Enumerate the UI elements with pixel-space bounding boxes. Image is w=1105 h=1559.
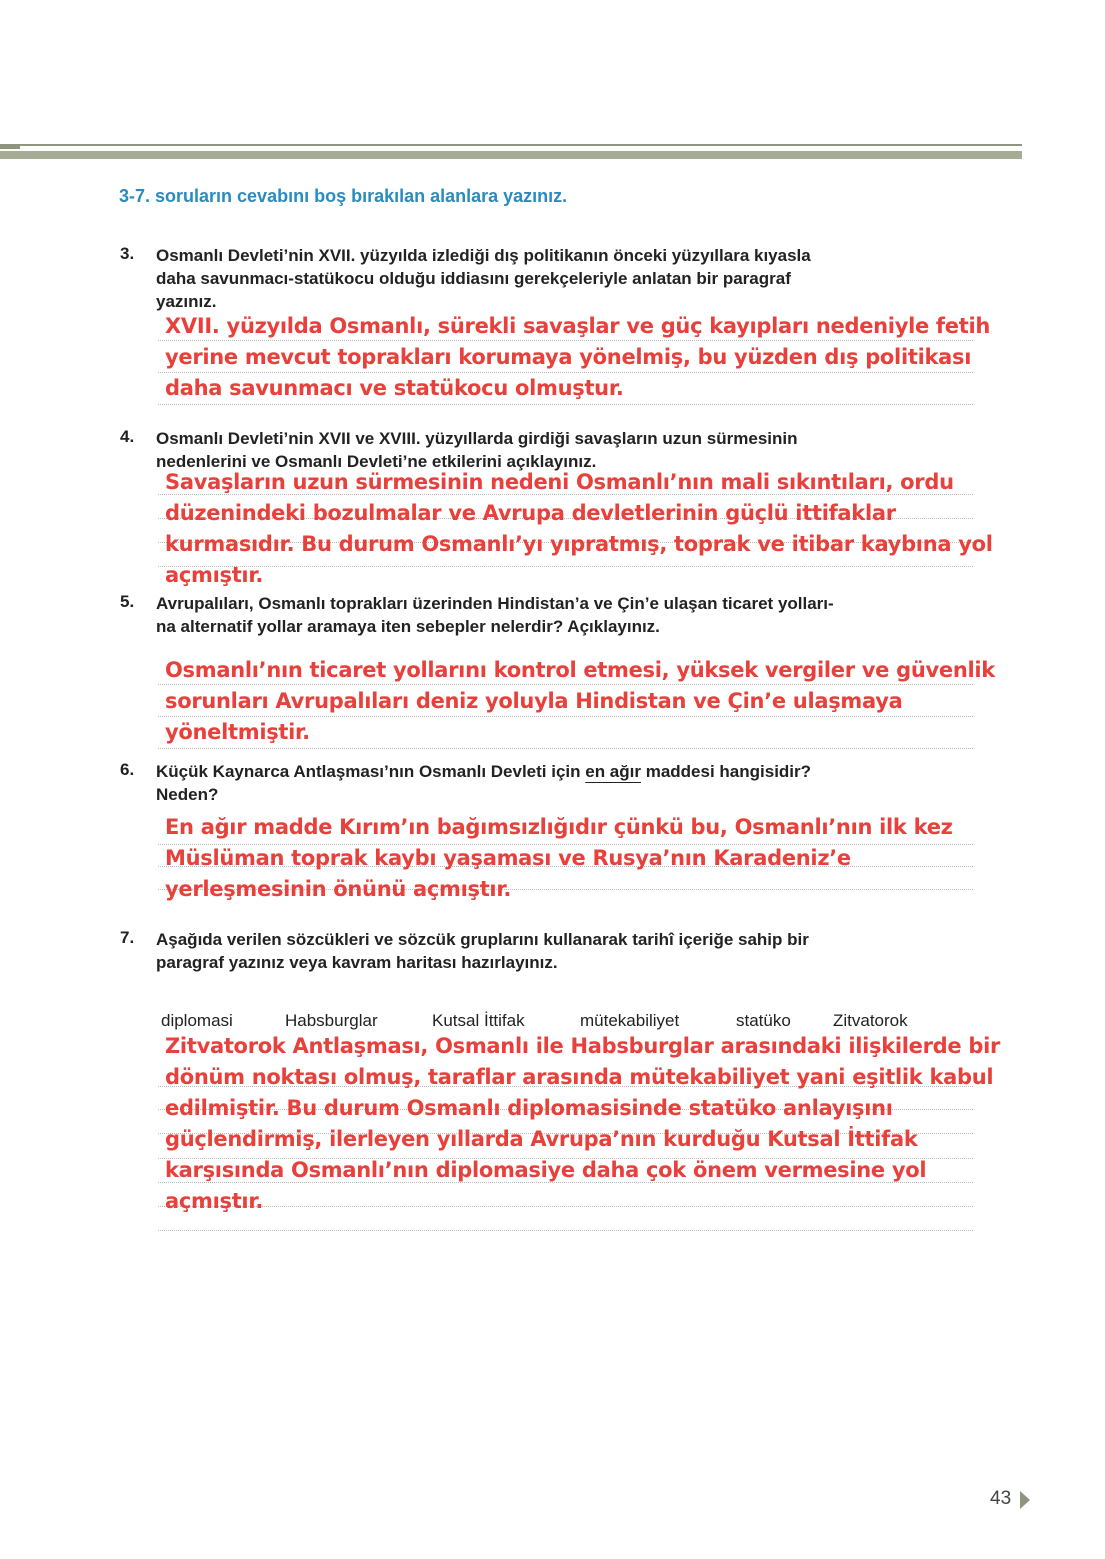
dotted-line xyxy=(158,1230,973,1231)
question-number: 4. xyxy=(120,427,135,446)
answer-line: XVII. yüzyılda Osmanlı, sürekli savaşlar ve güç kayıpları nedeniyle fetih xyxy=(165,314,991,338)
answer-line: düzenindeki bozulmalar ve Avrupa devletlerinin güçlü ittifaklar xyxy=(165,501,896,525)
answer-line: dönüm noktası olmuş, taraflar arasında mütekabiliyet yani eşitlik kabul xyxy=(165,1065,994,1089)
answer-line: Osmanlı’nın ticaret yollarını kontrol etmesi, yüksek vergiler ve güvenlik xyxy=(165,658,995,682)
answer-line: yöneltmiştir. xyxy=(165,720,310,744)
answer-line: En ağır madde Kırım’ın bağımsızlığıdır çünkü bu, Osmanlı’nın ilk kez xyxy=(165,815,953,839)
answer-line: yerine mevcut toprakları korumaya yönelmiş, bu yüzden dış politikası xyxy=(165,345,972,369)
dotted-line xyxy=(158,404,973,405)
answer-line: karşısında Osmanlı’nın diplomasiye daha çok önem vermesine yol xyxy=(165,1158,927,1182)
dotted-line xyxy=(158,1182,973,1183)
question-text xyxy=(156,427,976,473)
answer-line: yerleşmesinin önünü açmıştır. xyxy=(165,877,512,901)
dotted-line xyxy=(158,340,973,341)
question-text xyxy=(156,928,976,974)
word-bank-item: Kutsal İttifak xyxy=(432,1011,525,1030)
question-line: Osmanlı Devleti’nin XVII ve XVIII. yüzyıllarda girdiği savaşların uzun sürmesinin xyxy=(156,429,798,448)
dotted-line xyxy=(158,748,973,749)
question-line: daha savunmacı-statükocu olduğu iddiasını gerekçeleriyle anlatan bir paragraf xyxy=(156,269,791,288)
word-bank-item: statüko xyxy=(736,1011,791,1030)
answer-line: Müslüman toprak kaybı yaşaması ve Rusya’nın Karadeniz’e xyxy=(165,846,851,870)
question-line: Avrupalıları, Osmanlı toprakları üzerinden Hindistan’a ve Çin’e ulaşan ticaret yolları- xyxy=(156,594,834,613)
dotted-line xyxy=(158,716,973,717)
answer-line: Zitvatorok Antlaşması, Osmanlı ile Habsburglar arasındaki ilişkilerde bir xyxy=(165,1034,1001,1058)
question-line: Neden? xyxy=(156,785,219,804)
answer-line: edilmiştir. Bu durum Osmanlı diplomasisinde statüko anlayışını xyxy=(165,1096,893,1120)
question-line: nedenlerini ve Osmanlı Devleti’ne etkilerini açıklayınız. xyxy=(156,452,597,471)
dotted-line xyxy=(158,494,973,495)
question-number: 3. xyxy=(120,244,135,263)
question-line: na alternatif yollar aramaya iten sebepler nelerdir? Açıklayınız. xyxy=(156,617,660,636)
question-line: Aşağıda verilen sözcükleri ve sözcük gruplarını kullanarak tarihî içeriğe sahip bir xyxy=(156,930,809,949)
answer-line: açmıştır. xyxy=(165,1189,264,1213)
word-bank-item: mütekabiliyet xyxy=(580,1011,680,1030)
question-line: Osmanlı Devleti’nin XVII. yüzyılda izlediği dış politikanın önceki yüzyıllara kıyasla xyxy=(156,246,811,265)
answer-line: sorunları Avrupalıları deniz yoluyla Hindistan ve Çin’e ulaşmaya xyxy=(165,689,903,713)
answer-line: kurmasıdır. Bu durum Osmanlı’yı yıpratmış, toprak ve itibar kaybına yol xyxy=(165,532,993,556)
answer-line: Savaşların uzun sürmesinin nedeni Osmanlı’nın mali sıkıntıları, ordu xyxy=(165,470,954,494)
question-number: 7. xyxy=(120,928,135,947)
question-line: paragraf yazınız veya kavram haritası hazırlayınız. xyxy=(156,953,558,972)
word-bank xyxy=(161,1011,941,1033)
question-text xyxy=(156,244,976,313)
question-line xyxy=(156,760,976,783)
next-page-arrow-icon xyxy=(1020,1491,1030,1509)
question-number: 6. xyxy=(120,760,135,779)
question-text xyxy=(156,592,976,638)
question-text xyxy=(156,760,976,806)
header-bar xyxy=(0,144,1022,160)
answer-line: güçlendirmiş, ilerleyen yıllarda Avrupa’nın kurduğu Kutsal İttifak xyxy=(165,1127,918,1151)
page-number: 43 xyxy=(990,1488,1012,1509)
header-rule-stub xyxy=(0,146,20,149)
question-text-segment: Küçük Kaynarca Antlaşması’nın Osmanlı Devleti için xyxy=(156,762,586,781)
dotted-line xyxy=(158,372,973,373)
word-bank-item: Zitvatorok xyxy=(833,1011,908,1030)
header-rule-thick xyxy=(0,151,1022,159)
word-bank-item: diplomasi xyxy=(161,1011,233,1030)
header-rule-thin xyxy=(0,144,1022,146)
section-instruction: 3-7. soruların cevabını boş bırakılan alanlara yazınız. xyxy=(119,186,568,206)
underlined-emphasis: en ağır xyxy=(585,762,641,781)
word-bank-item: Habsburglar xyxy=(285,1011,378,1030)
answer-line: daha savunmacı ve statükocu olmuştur. xyxy=(165,376,624,400)
dotted-line xyxy=(158,844,973,845)
question-line: yazınız. xyxy=(156,292,217,311)
dotted-line xyxy=(158,684,973,685)
question-text-segment: maddesi hangisidir? xyxy=(641,762,812,781)
dotted-line xyxy=(158,566,973,567)
dotted-line xyxy=(158,1206,973,1207)
question-number: 5. xyxy=(120,592,135,611)
answer-line: açmıştır. xyxy=(165,563,264,587)
